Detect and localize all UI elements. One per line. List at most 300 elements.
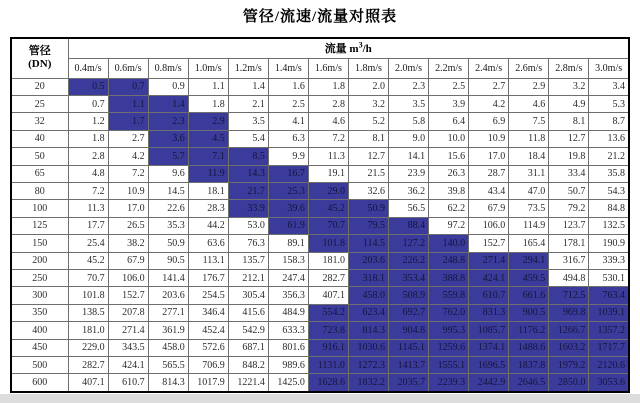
flow-cell: 361.9 [148,322,188,339]
flow-cell: 339.3 [589,252,629,269]
flow-cell: 28.7 [469,165,509,182]
flow-cell: 3.9 [429,95,469,112]
flow-cell: 6.9 [469,113,509,130]
flow-cell: 22.6 [148,200,188,217]
flow-cell: 212.1 [228,269,268,286]
flow-cell-highlighted: 39.6 [268,200,308,217]
flow-rate-header [68,38,629,58]
flow-cell-highlighted: 554.2 [308,304,348,321]
velocity-header: 1.8m/s [348,58,388,78]
flow-cell: 6.3 [268,130,308,147]
flow-cell: 3.2 [549,78,589,95]
flow-cell-highlighted: 388.8 [429,269,469,286]
flow-cell: 7.2 [68,182,108,199]
flow-cell: 203.6 [148,287,188,304]
flow-cell: 4.6 [509,95,549,112]
table-row [11,95,629,112]
flow-cell: 2.8 [308,95,348,112]
velocity-header: 2.4m/s [469,58,509,78]
dn-cell: 50 [11,148,68,165]
flow-cell: 35.3 [148,217,188,234]
flow-cell: 152.7 [108,287,148,304]
table-row [11,165,629,182]
dn-cell: 25 [11,95,68,112]
flow-cell-highlighted: 1259.6 [429,339,469,356]
flow-cell-highlighted: 424.1 [469,269,509,286]
dn-cell: 250 [11,269,68,286]
flow-cell: 271.4 [108,322,148,339]
flow-cell: 814.3 [148,374,188,392]
flow-cell: 343.5 [108,339,148,356]
flow-cell: 11.3 [68,200,108,217]
flow-cell: 11.3 [308,148,348,165]
flow-cell-highlighted: 1837.8 [509,357,549,374]
flow-cell: 2.7 [108,130,148,147]
flow-cell-highlighted: 1979.2 [549,357,589,374]
flow-cell: 848.2 [228,357,268,374]
flow-cell-highlighted: 2239.3 [429,374,469,392]
flow-cell: 4.1 [268,113,308,130]
flow-cell: 254.5 [188,287,228,304]
flow-cell-highlighted: 248.8 [429,252,469,269]
flow-cell: 2.9 [509,78,549,95]
flow-cell: 207.8 [108,304,148,321]
flow-cell-highlighted: 8.5 [228,148,268,165]
flow-cell-highlighted: 5.7 [148,148,188,165]
flow-cell: 67.9 [469,200,509,217]
flow-cell-highlighted: 318.1 [348,269,388,286]
flow-cell: 23.9 [389,165,429,182]
dn-cell: 450 [11,339,68,356]
flow-cell: 1.6 [268,78,308,95]
flow-cell-highlighted: 661.6 [509,287,549,304]
flow-cell: 633.3 [268,322,308,339]
flow-cell-highlighted: 127.2 [389,235,429,252]
flow-cell: 63.6 [188,235,228,252]
flow-cell: 176.7 [188,269,228,286]
flow-cell: 8.1 [348,130,388,147]
flow-cell-highlighted: 916.1 [308,339,348,356]
table-row [11,130,629,147]
flow-cell: 101.8 [68,287,108,304]
flow-cell-highlighted: 61.9 [268,217,308,234]
flow-cell-highlighted: 7.1 [188,148,228,165]
flow-cell: 10.9 [108,182,148,199]
flow-cell-highlighted: 1555.1 [429,357,469,374]
flow-cell: 1425.0 [268,374,308,392]
flow-cell: 19.1 [308,165,348,182]
flow-cell: 114.9 [509,217,549,234]
flow-cell: 73.5 [509,200,549,217]
flow-cell-highlighted: 1176.2 [509,322,549,339]
flow-cell-highlighted: 458.0 [348,287,388,304]
flow-cell: 181.0 [68,322,108,339]
flow-cell: 4.6 [308,113,348,130]
flow-cell: 19.8 [549,148,589,165]
flow-cell: 282.7 [68,357,108,374]
flow-cell: 158.3 [268,252,308,269]
flow-cell-highlighted: 353.4 [389,269,429,286]
flow-cell-highlighted: 1039.1 [589,304,629,321]
flow-cell: 282.7 [308,269,348,286]
flow-cell: 484.9 [268,304,308,321]
flow-cell: 138.5 [68,304,108,321]
flow-cell: 8.1 [549,113,589,130]
flow-cell: 1017.9 [188,374,228,392]
table-row [11,252,629,269]
flow-cell: 5.2 [348,113,388,130]
flow-cell-highlighted: 1832.2 [348,374,388,392]
flow-cell-highlighted: 1357.2 [589,322,629,339]
flow-cell: 316.7 [549,252,589,269]
flow-cell: 106.0 [469,217,509,234]
header-row-top [11,38,629,58]
dn-cell: 600 [11,374,68,392]
flow-cell: 0.9 [148,78,188,95]
flow-cell-highlighted: 14.3 [228,165,268,182]
flow-cell-highlighted: 2646.5 [509,374,549,392]
dn-cell: 150 [11,235,68,252]
flow-cell-highlighted: 25.3 [268,182,308,199]
flow-cell: 0.7 [68,95,108,112]
flow-cell-highlighted: 904.8 [389,322,429,339]
flow-cell: 277.1 [148,304,188,321]
flow-cell: 3.5 [228,113,268,130]
flow-cell-highlighted: 1266.7 [549,322,589,339]
flow-cell: 9.0 [389,130,429,147]
flow-cell-highlighted: 1131.0 [308,357,348,374]
flow-cell: 17.0 [108,200,148,217]
flow-cell-highlighted: 140.0 [429,235,469,252]
flow-cell-highlighted: 3053.6 [589,374,629,392]
flow-cell-highlighted: 2442.9 [469,374,509,392]
flow-cell: 4.2 [108,148,148,165]
flow-cell: 8.7 [589,113,629,130]
flow-cell-highlighted: 33.9 [228,200,268,217]
flow-cell: 10.0 [429,130,469,147]
table-row [11,113,629,130]
dn-header-line2: (DN) [28,58,52,71]
flow-cell: 1.1 [188,78,228,95]
velocity-header: 1.4m/s [268,58,308,78]
flow-cell-highlighted: 900.5 [509,304,549,321]
flow-cell: 7.2 [108,165,148,182]
flow-cell: 572.6 [188,339,228,356]
flow-cell: 452.4 [188,322,228,339]
flow-cell: 44.2 [188,217,228,234]
flow-cell: 1.8 [188,95,228,112]
flow-cell: 565.5 [148,357,188,374]
table-row [11,235,629,252]
flow-cell: 1.4 [228,78,268,95]
flow-cell: 135.7 [228,252,268,269]
flow-cell: 43.4 [469,182,509,199]
table-row [11,269,629,286]
flow-cell-highlighted: 2850.0 [549,374,589,392]
flow-cell-highlighted: 88.4 [389,217,429,234]
flow-cell-highlighted: 1488.6 [509,339,549,356]
flow-cell: 4.2 [469,95,509,112]
flow-cell: 12.7 [549,130,589,147]
flow-cell: 530.1 [589,269,629,286]
flow-cell: 106.0 [108,269,148,286]
flow-cell: 305.4 [228,287,268,304]
flow-cell: 2.8 [68,148,108,165]
flow-cell: 47.0 [509,182,549,199]
flow-cell-highlighted: 16.7 [268,165,308,182]
flow-cell: 17.0 [469,148,509,165]
flow-cell: 494.8 [549,269,589,286]
flow-cell: 28.3 [188,200,228,217]
flow-cell: 2.1 [228,95,268,112]
flow-cell: 181.0 [308,252,348,269]
flow-cell: 50.9 [148,235,188,252]
flow-cell: 39.8 [429,182,469,199]
flow-cell: 9.9 [268,148,308,165]
flow-cell: 70.7 [68,269,108,286]
flow-cell: 132.5 [589,217,629,234]
flow-cell-highlighted: 831.3 [469,304,509,321]
flow-cell-highlighted: 1272.3 [348,357,388,374]
flow-cell: 123.7 [549,217,589,234]
flow-cell: 21.5 [348,165,388,182]
flow-cell-highlighted: 1717.7 [589,339,629,356]
flow-cell: 14.1 [389,148,429,165]
flow-header-prefix: 流量 m [324,43,359,56]
flow-cell: 31.1 [509,165,549,182]
flow-cell: 1221.4 [228,374,268,392]
flow-cell-highlighted: 0.7 [108,78,148,95]
dn-cell: 125 [11,217,68,234]
flow-cell-highlighted: 3.6 [148,130,188,147]
dn-cell: 20 [11,78,68,95]
flow-cell: 10.9 [469,130,509,147]
flow-cell-highlighted: 1030.6 [348,339,388,356]
flow-cell: 610.7 [108,374,148,392]
flow-cell: 25.4 [68,235,108,252]
flow-cell: 7.2 [308,130,348,147]
flow-cell: 356.3 [268,287,308,304]
flow-cell-highlighted: 1628.6 [308,374,348,392]
flow-cell: 1.2 [68,113,108,130]
flow-cell: 38.2 [108,235,148,252]
dn-cell: 32 [11,113,68,130]
flow-cell: 4.9 [549,95,589,112]
flow-cell-highlighted: 610.7 [469,287,509,304]
flow-cell: 33.4 [549,165,589,182]
dn-cell: 300 [11,287,68,304]
velocity-header: 2.6m/s [509,58,549,78]
flow-cell-highlighted: 1603.2 [549,339,589,356]
flow-cell-highlighted: 1374.1 [469,339,509,356]
flow-cell-highlighted: 763.4 [589,287,629,304]
flow-cell-highlighted: 1413.7 [389,357,429,374]
flow-cell: 3.4 [589,78,629,95]
flow-cell: 13.6 [589,130,629,147]
flow-cell: 3.5 [389,95,429,112]
velocity-header: 2.2m/s [429,58,469,78]
flow-cell-highlighted: 692.7 [389,304,429,321]
flow-cell: 5.4 [228,130,268,147]
flow-cell-highlighted: 995.3 [429,322,469,339]
flow-cell: 989.6 [268,357,308,374]
velocity-header: 3.0m/s [589,58,629,78]
flow-cell-highlighted: 1.7 [108,113,148,130]
flow-cell: 35.8 [589,165,629,182]
flow-cell: 18.1 [188,182,228,199]
table-row [11,374,629,392]
flow-cell-highlighted: 203.6 [348,252,388,269]
flow-cell: 76.3 [228,235,268,252]
flow-cell: 18.4 [509,148,549,165]
flow-cell: 2.7 [469,78,509,95]
table-row [11,304,629,321]
velocity-header: 2.0m/s [389,58,429,78]
flow-cell: 2.3 [389,78,429,95]
flow-cell: 56.5 [389,200,429,217]
flow-cell: 6.4 [429,113,469,130]
flow-cell-highlighted: 1.4 [148,95,188,112]
flow-cell-highlighted: 70.7 [308,217,348,234]
velocity-header: 0.4m/s [68,58,108,78]
velocity-header: 0.6m/s [108,58,148,78]
flow-cell-highlighted: 0.5 [68,78,108,95]
flow-cell: 141.4 [148,269,188,286]
flow-cell: 17.7 [68,217,108,234]
dn-cell: 65 [11,165,68,182]
table-row [11,287,629,304]
dn-cell: 350 [11,304,68,321]
flow-cell-highlighted: 79.5 [348,217,388,234]
dn-cell: 80 [11,182,68,199]
flow-cell: 424.1 [108,357,148,374]
flow-cell: 9.6 [148,165,188,182]
flow-cell: 687.1 [228,339,268,356]
flow-cell-highlighted: 11.9 [188,165,228,182]
flow-cell: 5.8 [389,113,429,130]
dn-cell: 100 [11,200,68,217]
flow-cell-highlighted: 2.3 [148,113,188,130]
flow-cell: 346.4 [188,304,228,321]
flow-cell-highlighted: 21.7 [228,182,268,199]
flow-cell: 84.8 [589,200,629,217]
page-title: 管径/流速/流量对照表 [242,9,398,25]
flow-cell: 36.2 [389,182,429,199]
flow-cell-highlighted: 4.5 [188,130,228,147]
flow-cell-highlighted: 45.2 [308,200,348,217]
flow-cell-highlighted: 50.9 [348,200,388,217]
velocity-header: 1.6m/s [308,58,348,78]
dn-header [11,38,68,78]
flow-cell: 407.1 [308,287,348,304]
flow-cell: 2.5 [429,78,469,95]
flow-cell-highlighted: 814.3 [348,322,388,339]
flow-cell: 62.2 [429,200,469,217]
flow-cell: 5.3 [589,95,629,112]
flow-cell: 50.7 [549,182,589,199]
flow-cell: 26.3 [429,165,469,182]
flow-cell: 21.2 [589,148,629,165]
flow-cell: 2.0 [348,78,388,95]
dn-cell: 40 [11,130,68,147]
flow-cell-highlighted: 459.5 [509,269,549,286]
table-row [11,217,629,234]
flow-cell: 2.5 [268,95,308,112]
flow-cell: 12.7 [348,148,388,165]
table-row [11,357,629,374]
flow-cell-highlighted: 1085.7 [469,322,509,339]
flow-cell: 53.0 [228,217,268,234]
dn-header-line1: 管径 [28,45,51,58]
flow-cell-highlighted: 723.8 [308,322,348,339]
flow-cell: 415.6 [228,304,268,321]
flow-cell: 1.8 [68,130,108,147]
flow-cell-highlighted: 1.1 [108,95,148,112]
flow-cell: 97.2 [429,217,469,234]
flow-cell: 229.0 [68,339,108,356]
flow-cell-highlighted: 114.5 [348,235,388,252]
flow-cell: 3.2 [348,95,388,112]
flow-cell: 801.6 [268,339,308,356]
flow-cell: 706.9 [188,357,228,374]
flow-cell: 89.1 [268,235,308,252]
flow-cell: 113.1 [188,252,228,269]
flow-cell: 152.7 [469,235,509,252]
flow-cell: 1.8 [308,78,348,95]
flow-cell: 79.2 [549,200,589,217]
flow-cell-highlighted: 101.8 [308,235,348,252]
flow-cell: 4.8 [68,165,108,182]
flow-cell: 11.8 [509,130,549,147]
flow-cell: 54.3 [589,182,629,199]
flow-cell: 178.1 [549,235,589,252]
flow-cell-highlighted: 559.8 [429,287,469,304]
flow-cell: 542.9 [228,322,268,339]
flow-cell-highlighted: 271.4 [469,252,509,269]
table-row [11,182,629,199]
table-row [11,339,629,356]
dn-cell: 400 [11,322,68,339]
flow-cell: 190.9 [589,235,629,252]
flow-cell-highlighted: 294.1 [509,252,549,269]
dn-cell: 200 [11,252,68,269]
flow-cell: 165.4 [509,235,549,252]
flow-header-superscript: 3 [358,40,363,50]
velocity-header: 0.8m/s [148,58,188,78]
flow-cell: 247.4 [268,269,308,286]
flow-header-suffix: /h [362,43,372,56]
dn-cell: 500 [11,357,68,374]
flow-cell: 67.9 [108,252,148,269]
flow-cell: 458.0 [148,339,188,356]
velocity-header: 2.8m/s [549,58,589,78]
table-row [11,148,629,165]
table-row [11,322,629,339]
flow-cell-highlighted: 712.5 [549,287,589,304]
table-row [11,78,629,95]
flow-cell-highlighted: 226.2 [389,252,429,269]
flow-cell: 26.5 [108,217,148,234]
flow-cell: 15.6 [429,148,469,165]
flow-cell-highlighted: 2120.6 [589,357,629,374]
flow-cell: 407.1 [68,374,108,392]
flow-cell-highlighted: 623.4 [348,304,388,321]
flow-cell: 14.5 [148,182,188,199]
flow-cell: 32.6 [348,182,388,199]
flow-cell-highlighted: 29.0 [308,182,348,199]
velocity-header: 1.2m/s [228,58,268,78]
bottom-strip [0,394,640,403]
